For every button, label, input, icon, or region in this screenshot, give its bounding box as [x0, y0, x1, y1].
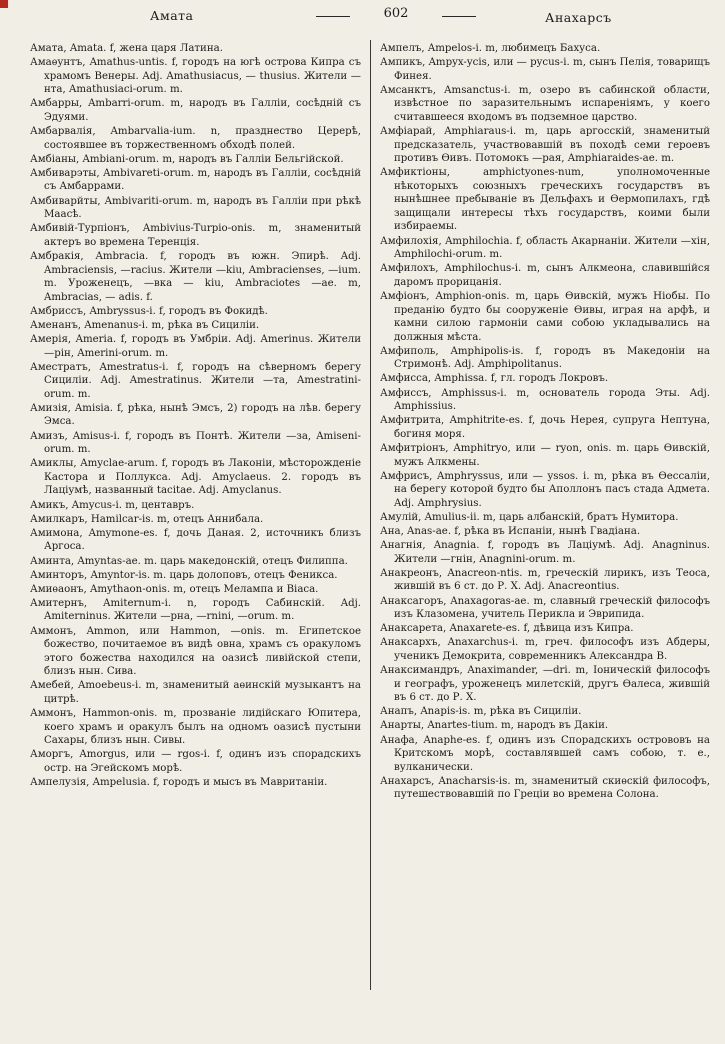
dictionary-entry: Амфитріонъ, Amphitryo, или — ryon, onis. m. царь Ѳивскій, мужъ Алкмены.	[380, 442, 710, 468]
corner-mark	[0, 0, 8, 8]
dictionary-entry: Амаѳунтъ, Amathus-untis. f, городъ на югѣ острова Кипра съ храмомъ Венеры. Adj. Amathusiacus, — thusius. Жители — нта, Amathusiaci-orum. m.	[30, 57, 361, 96]
dictionary-entry: Амфрисъ, Amphryssus, или — yssos. i. m, рѣка въ Ѳессаліи, на берегу которой будто бы Аполлонъ пасъ стада Адмета. Adj. Amphrysius.	[380, 470, 710, 509]
dictionary-entry: Аминта, Amyntas-ae. m. царь македонскій, отецъ Филиппа.	[30, 555, 348, 567]
dictionary-entry: Амизъ, Amisus-i. f, городъ въ Понтѣ. Жители —за, Amiseni-orum. m.	[30, 430, 361, 456]
dictionary-entry: Анагнія, Anagnia. f, городъ въ Лаціумѣ. Adj. Anagninus. Жители —гнін, Anagnini-orum. m.	[380, 540, 710, 565]
dictionary-entry: Ампикъ, Ampyx-ycis, или — pycus-i. m, сынъ Пелія, товарищъ Финея.	[380, 57, 710, 82]
dictionary-entry: Амфисса, Amphissa. f, гл. городъ Локровъ.	[380, 373, 609, 385]
dictionary-entry: Амиѳаонъ, Amythaon-onis. m, отецъ Мелампа и Віаса.	[30, 583, 319, 595]
dictionary-entry: Амитернъ, Amiternum-i. n, городъ Сабинскій. Adj. Amiterninus. Жители —рна, —rnini, —orum. m.	[30, 597, 361, 623]
page-header	[30, 6, 707, 28]
dictionary-entry: Амбарры, Ambarri-orum. m, народъ въ Галліи, сосѣдній съ Эдуями.	[30, 98, 361, 123]
dictionary-entry: Амбарвалія, Ambarvalia-ium. n, празднество Церерѣ, состоявшее въ торжественномъ обходѣ полей.	[30, 126, 361, 151]
dictionary-entry: Анарты, Anartes-tium. m, народъ въ Дакіи.	[380, 720, 609, 732]
dictionary-entry: Амата, Amata. f, жена царя Латина.	[30, 43, 223, 54]
dictionary-entry: Амбракія, Ambracia. f, городъ въ южн. Эпирѣ. Adj. Ambraciensis, —racius. Жители —kiu, Ambracienses, —ium. m. Уроженецъ, —вка — kiu, Ambraciotes —ae. m, Ambracias, — adis. f.	[30, 250, 361, 303]
dictionary-entry: Амбиварйты, Ambivariti-orum. m, народъ въ Галліи при рѣкѣ Маасѣ.	[30, 195, 361, 221]
dictionary-entry: Аморгъ, Amorgus, или — rgos-i. f, одинъ изъ спорадскихъ остр. на Эгейскомъ морѣ.	[30, 749, 361, 774]
dictionary-entry: Амфилохъ, Amphilochus-i. m, сынъ Алкмеона, славившійся даромъ прорицанія.	[380, 263, 710, 288]
column-divider	[370, 40, 371, 990]
dictionary-entry: Амимона, Amymone-es. f, дочь Даная. 2, источникъ близъ Аргоса.	[30, 527, 361, 553]
dictionary-entry: Аминторъ, Amyntor-is. m. царь долоповъ, отецъ Феникса.	[30, 569, 338, 581]
dictionary-entry: Анакреонъ, Anacreon-ntis. m, греческій лирикъ, изъ Теоса, жившій въ 6 ст. до Р. Х. Adj. Anacreontius.	[380, 567, 710, 593]
dictionary-entry: Анаксарета, Anaxarete-es. f, дѣвица изъ Кипра.	[380, 623, 634, 635]
dictionary-entry: Амфиктіоны, amphictyones-num, уполномоченные нѣкоторыхъ союзныхъ греческихъ государствъ въ нынѣшнее пребываніе въ Дельфахъ и Ѳермопилахъ, гдѣ защищали интересы тѣхъ государствъ, коими были избираемы.	[380, 167, 710, 233]
dictionary-entry: Анахарсъ, Anacharsis-is. m, знаменитый скиѳскій философъ, путешествовавшій по Греціи во времена Солона.	[380, 775, 710, 801]
dictionary-entry: Амулій, Amulius-ii. m, царь албанскій, братъ Нумитора.	[380, 511, 679, 523]
dictionary-entry: Анаксагоръ, Anaxagoras-ae. m, славный греческій философъ изъ Клазомена, учитель Перикла и Эврипида.	[380, 595, 710, 621]
dictionary-entry: Амизія, Amisia. f, рѣка, нынѣ Эмсъ, 2) городъ на лѣв. берегу Эмса.	[30, 402, 361, 428]
dictionary-entry: Аммонъ, Hammon-onis. m, прозваніе лидійскаго Юпитера, коего храмъ и оракулъ былъ на одномъ оазисѣ пустыни Сахары, близъ нын. Сивы.	[30, 708, 361, 747]
dictionary-entry: Амилкаръ, Hamilcar-is. m, отецъ Аннибала.	[30, 513, 264, 525]
right-column	[380, 42, 710, 802]
dictionary-entry: Аместратъ, Amestratus-i. f, городъ на сѣверномъ берегу Сициліи. Adj. Amestratinus. Жители —та, Amestratini-orum. m.	[30, 361, 361, 400]
dictionary-entry: Амерія, Ameria. f, городъ въ Умбріи. Adj. Amerinus. Жители —рін, Amerini-orum. m.	[30, 334, 361, 359]
dictionary-entry: Амфилохія, Amphilochia. f, область Акарнаніи. Жители —хін, Amphilochi-orum. m.	[380, 235, 710, 261]
dictionary-entry: Анафа, Anaphe-es. f, одинъ изъ Спорадскихъ острововъ на Критскомъ морѣ, составлявшей самъ собою, т. е., вулканически.	[380, 734, 710, 773]
header-right-word: Анахарсъ	[545, 10, 612, 25]
dictionary-entry: Амфитрита, Amphitrite-es. f, дочь Нерея, супруга Нептуна, богиня моря.	[380, 415, 710, 440]
dictionary-entry: Амбриссъ, Ambryssus-i. f, городъ въ Фокидѣ.	[30, 305, 268, 317]
dictionary-entry: Аменанъ, Amenanus-i. m, рѣка въ Сициліи.	[30, 319, 260, 331]
header-left-word: Амата	[150, 8, 194, 23]
dictionary-entry: Амебей, Amoebeus-i. m, знаменитый аѳинскій музыкантъ на цитрѣ.	[30, 680, 361, 705]
dictionary-entry: Анаксимандръ, Anaximander, —dri. m, Іоническій философъ и географъ, уроженецъ милетскій, другъ Ѳалеса, жившій въ 6 ст. до Р. Х.	[380, 665, 710, 704]
dictionary-entry: Амсанктъ, Amsanctus-i. m, озеро въ сабинской области, извѣстное по заразительнымъ испареніямъ, у коего считавшееся входомъ въ подземное царство.	[380, 84, 710, 123]
dictionary-entry: Ампелъ, Ampelos-i. m, любимецъ Бахуса.	[380, 43, 601, 54]
dictionary-entry: Амфіарай, Amphiaraus-i. m, царь аргосскій, знаменитый предсказатель, участвовавшій въ походѣ семи героевъ противъ Ѳивъ. Потомокъ —рая, Amphiaraides-ae. m.	[380, 126, 710, 165]
dictionary-entry: Амфиссъ, Amphissus-i. m, основатель города Эты. Adj. Amphissius.	[380, 387, 710, 413]
dictionary-entry: Амфиполь, Amphipolis-is. f, городъ въ Македоніи на Стримонѣ. Adj. Amphipolitanus.	[380, 345, 710, 371]
dictionary-entry: Амбіаны, Ambiani-orum. m, народъ въ Галліи Бельгійской.	[30, 153, 344, 165]
dictionary-entry: Аммонъ, Ammon, или Hammon, —onis. m. Египетское божество, почитаемое въ видѣ овна, храмъ съ оракуломъ этого божества находился на оазисѣ ливійской степи, близъ нын. Сива.	[30, 625, 361, 678]
page-number: 602	[346, 6, 446, 21]
dictionary-entry: Амбиварэты, Ambivareti-orum. m, народъ въ Галліи, сосѣдній съ Амбаррами.	[30, 167, 361, 193]
dictionary-entry: Амфіонъ, Amphion-onis. m, царь Ѳивскій, мужъ Ніобы. По преданію будто бы сооруженіе Ѳивы, играя на арфѣ, и камни силою гармоніи сами собою укладывались на должныя мѣста.	[380, 291, 710, 343]
dictionary-entry: Анаксархъ, Anaxarchus-i. m, греч. философъ изъ Абдеры, ученикъ Демокрита, современникъ Александра В.	[380, 637, 710, 662]
dictionary-entry: Ана, Anas-ae. f, рѣка въ Испаніи, нынѣ Гвадіана.	[380, 526, 641, 538]
dictionary-entry: Амиклы, Amyclae-arum. f, городъ въ Лаконіи, мѣсторожденіе Кастора и Поллукса. Adj. Amyclaeus. 2. городъ въ Лаціумѣ, названный tacitae. Adj. Amyclanus.	[30, 458, 361, 497]
dictionary-entry: Амбивій-Турпіонъ, Ambivius-Turpio-onis. m, знаменитый актеръ во времена Теренція.	[30, 223, 361, 248]
dictionary-entry: Ампелузія, Ampelusia. f, городъ и мысъ въ Мавританіи.	[30, 777, 328, 789]
dictionary-entry: Амикъ, Amycus-i. m, центавръ.	[30, 499, 195, 511]
dictionary-entry: Анапъ, Anapis-is. m, рѣка въ Сициліи.	[380, 706, 582, 718]
left-column	[30, 42, 361, 790]
